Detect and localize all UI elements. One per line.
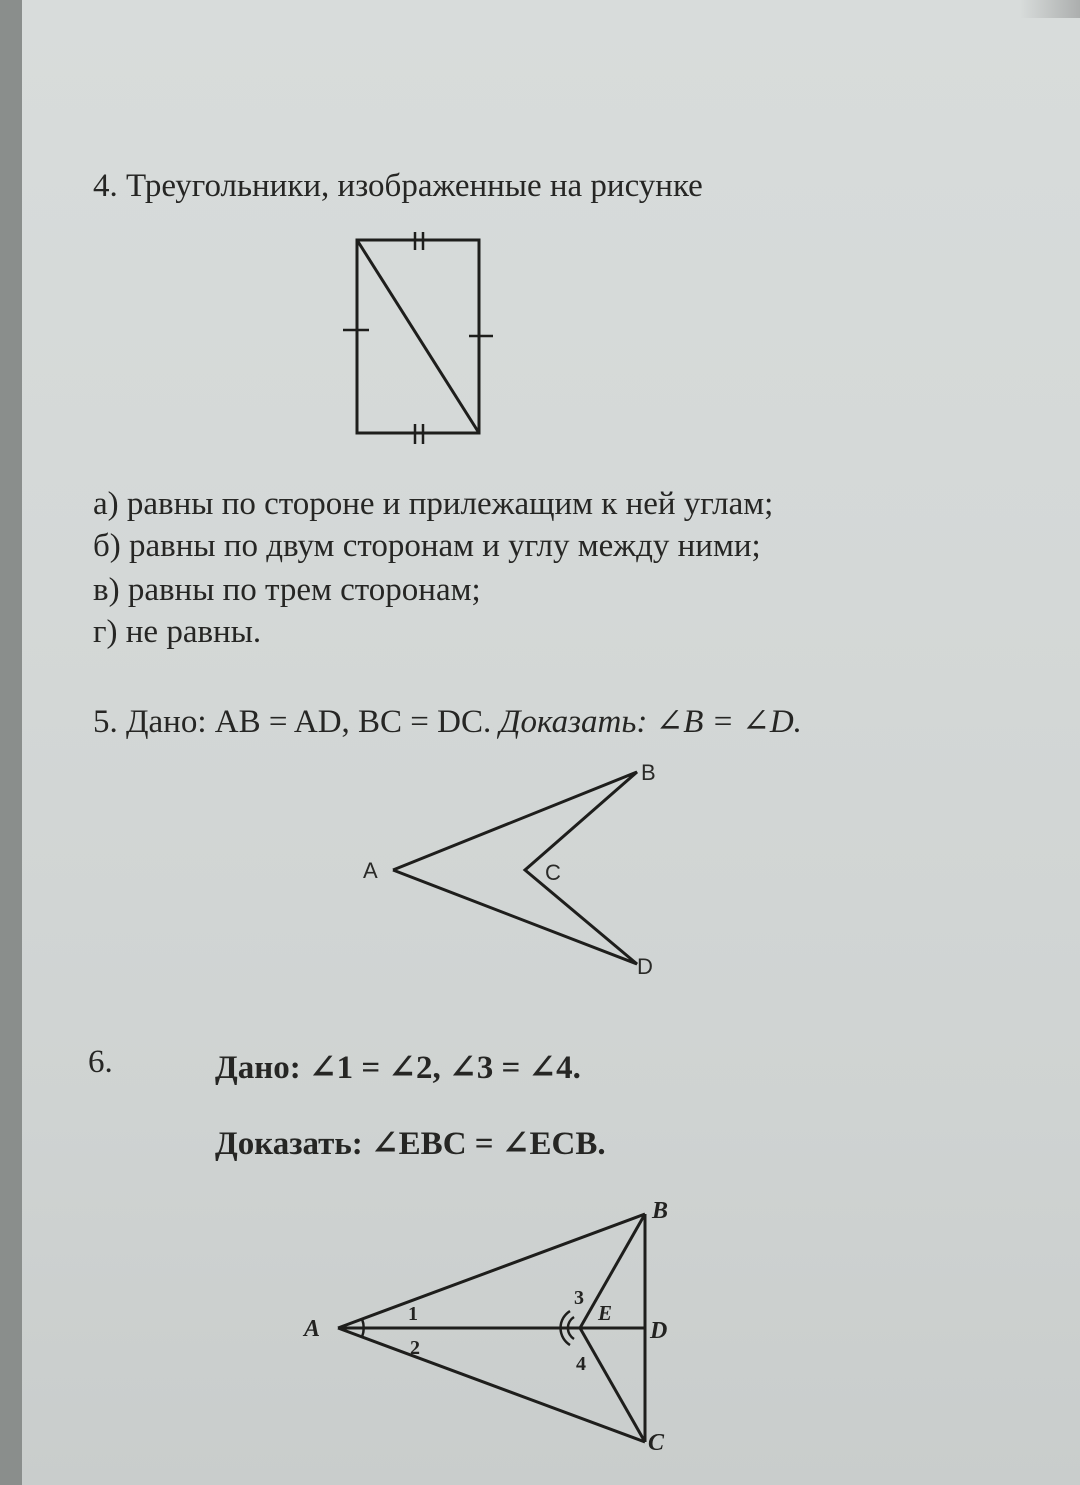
label-D: D: [650, 1318, 668, 1344]
problem-5-statement: [93, 706, 802, 739]
angle-label-4: 4: [576, 1353, 586, 1375]
problem-4-option-a: а) равны по стороне и прилежащим к ней углам;: [93, 486, 774, 522]
problem-4-option-b: б) равны по двум сторонам и углу между ними;: [93, 528, 761, 564]
label-E: E: [598, 1301, 613, 1325]
problem-4-figure: [335, 232, 495, 452]
angle-label-3: 3: [574, 1287, 584, 1309]
diagonal: [357, 240, 479, 433]
problem-4-title: 4. Треугольники, изображенные на рисунке: [93, 168, 703, 204]
angle-label-1: 1: [408, 1303, 418, 1325]
label-B: B: [652, 1198, 669, 1224]
problem-6-given: Дано: ∠1 = ∠2, ∠3 = ∠4.: [215, 1050, 581, 1086]
label-B: B: [641, 760, 656, 785]
problem-6-number: 6.: [88, 1044, 113, 1080]
segment-EB: [580, 1214, 645, 1328]
label-A: A: [304, 1316, 321, 1342]
label-D: D: [637, 954, 653, 979]
angle-label-2: 2: [410, 1337, 420, 1359]
problem-5-given: 5. Дано: AB = AD, BC = DC.: [93, 704, 500, 740]
corner-shadow: [1020, 0, 1080, 18]
label-C: C: [545, 860, 561, 885]
problem-4-option-c: в) равны по трем сторонам;: [93, 572, 481, 608]
segment-AC: [338, 1328, 645, 1442]
problem-6-figure: [298, 1198, 698, 1458]
problem-6-prove: Доказать: ∠EBC = ∠ECB.: [215, 1126, 606, 1162]
quad-outline: [393, 772, 637, 964]
label-A: A: [363, 858, 378, 883]
problem-4-option-d: г) не равны.: [93, 614, 262, 650]
problem-5-prove: Доказать: ∠B = ∠D.: [499, 704, 802, 740]
problem-5-figure: [355, 758, 675, 988]
segment-EC: [580, 1328, 645, 1442]
label-C: C: [648, 1430, 665, 1456]
